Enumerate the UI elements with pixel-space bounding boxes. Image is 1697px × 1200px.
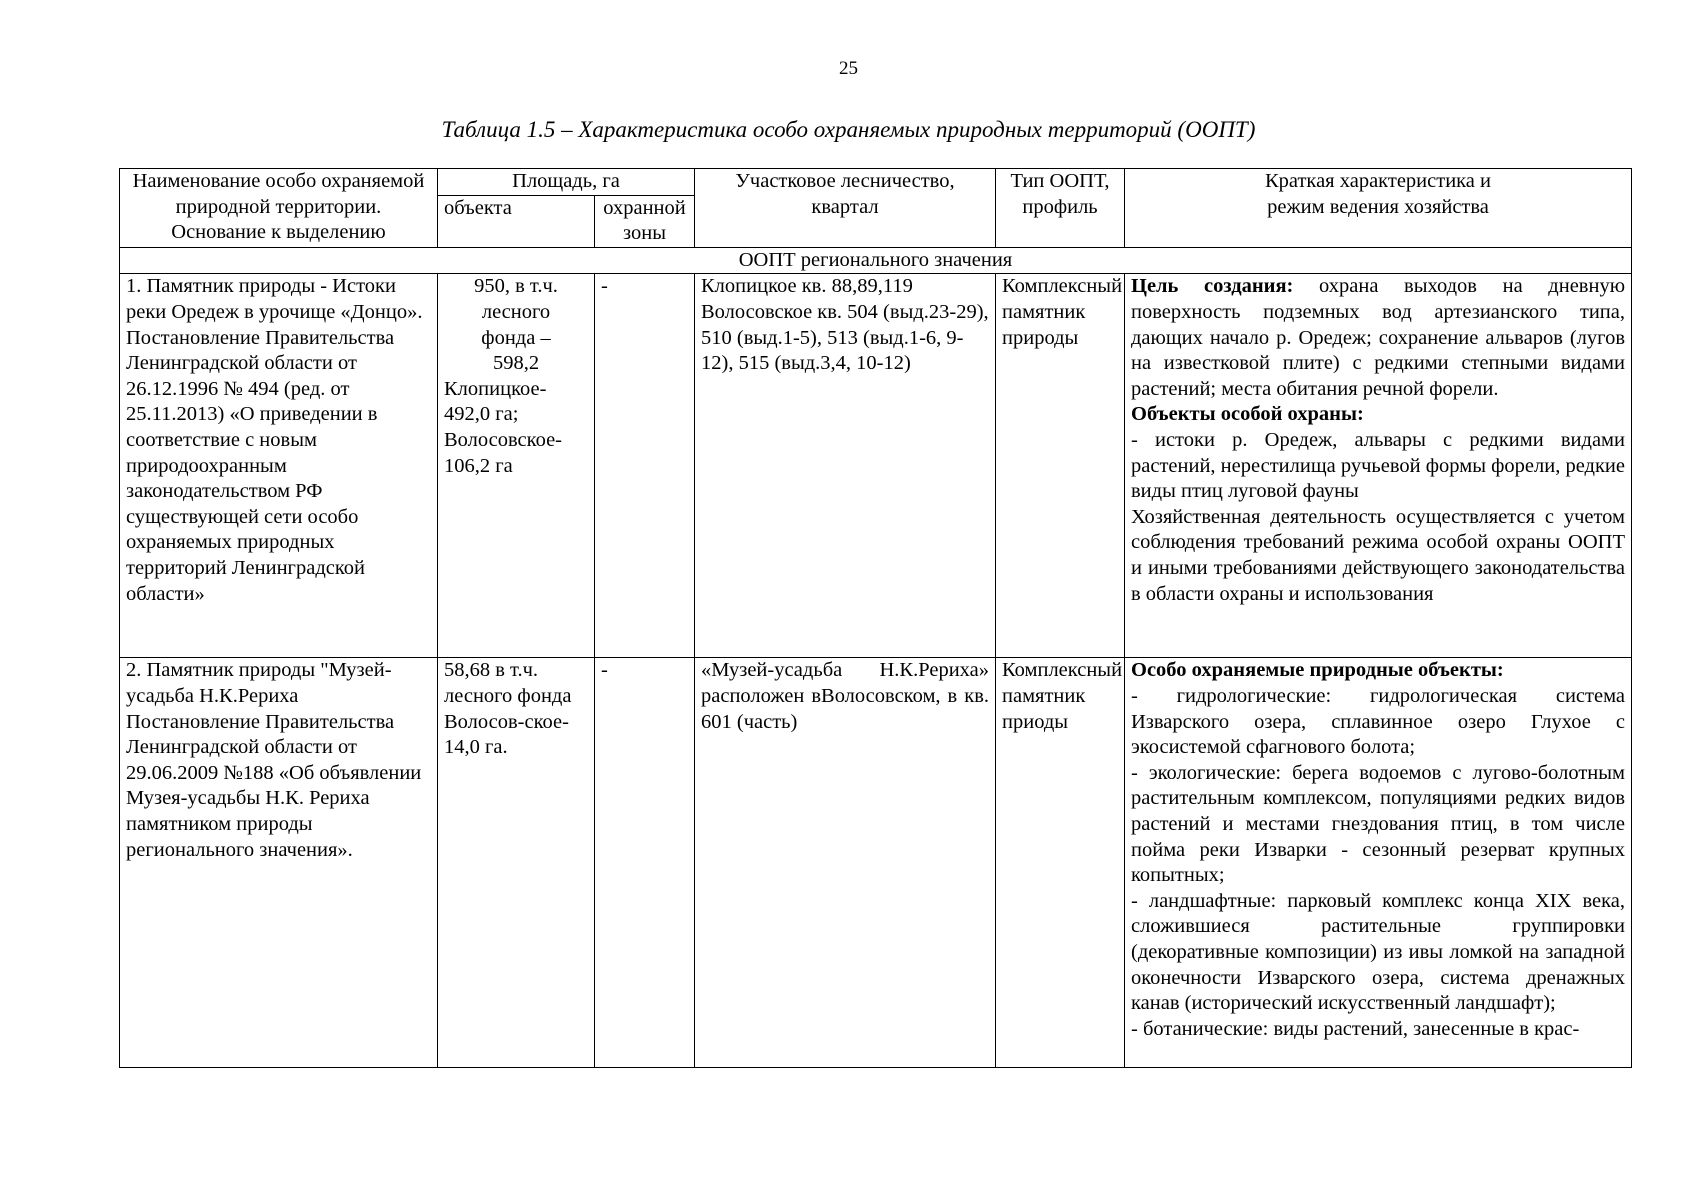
header-row [120,169,1632,196]
row1-goal-label: Цель создания: [1131,275,1294,298]
row1-objects [1131,402,1625,428]
header-area: Площадь, га [438,169,695,196]
row1-area-line: 492,0 га; [444,403,519,426]
row1-area-line: 106,2 га [444,454,513,477]
header-type: Тип ООПТ, профиль [996,169,1125,248]
row1-area [438,274,595,658]
row2-objects [1131,658,1625,684]
section-title: ООПТ регионального значения [120,247,1632,274]
row1-area-line: лесного [481,300,551,323]
row2-area-line: Волосов-ское- [444,710,569,733]
row1-forestry: Клопицкое кв. 88,89,119 Волосовское кв. 504 (выд.23-29), 510 (выд.1-5), 513 (выд.1-6, 9-12), 515 (выд.3,4, 10-12) [695,274,996,658]
header-desc: Краткая характеристика и режим ведения хозяйства [1125,169,1632,248]
row2-item: - экологические: берега водоемов с лугово-болотным растительным комплексом, популяциями редких видов растений и местами гнездования птиц, в том числе пойма реки Изварки - сезонный резерват крупных копытных; [1131,761,1625,887]
row1-area-line: Клопицкое- [444,377,547,400]
row1-regime-text: Хозяйственная деятельность осуществляется с учетом соблюдения требований режима особой охраны ООПТ и иными требованиями действующего законодательства в области охраны и использования [1131,505,1625,605]
header-name: Наименование особо охраняемой природной территории. Основание к выделению [120,169,438,248]
section-row [120,247,1632,274]
row1-area-line: 950, в т.ч. [474,275,558,298]
page-number: 25 [839,58,858,79]
table-caption: Таблица 1.5 – Характеристика особо охраняемых природных территорий (ООПТ) [441,117,1256,142]
row2-item: - гидрологические: гидрологическая система Изварского озера, сплавинное озеро Глухое с экосистемой сфагнового болота; [1131,684,1625,759]
row2-objects-label: Особо охраняемые природные объекты: [1131,659,1504,682]
row2-name: 2. Памятник природы "Музей-усадьба Н.К.Рериха Постановление Правительства Ленинградской области от 29.06.2009 №188 «Об объявлении Музея-усадьбы Н.К. Рериха памятником природы регионального значения». [120,658,438,1068]
row1-area-line: фонда – [481,326,551,349]
table-row [120,274,1632,658]
row2-area-line: лесного фонда [444,684,572,707]
table-row [120,658,1632,1068]
row2-type: Комплексный памятник приоды [996,658,1125,1068]
row2-area-line: 58,68 в т.ч. [444,659,539,682]
row2-item: - ландшафтные: парковый комплекс конца XIX века, сложившиеся растительные группировки (декоративные композиции) из ивы ломкой на западной оконечности Изварского озера, система дренажных канав (исторический искусственный ландшафт); [1131,889,1625,1015]
row1-area-line: Волосовское- [444,428,562,451]
row2-item: - ботанические: виды растений, занесенные в крас- [1131,1017,1580,1040]
row1-objects-text: - истоки р. Оредеж, альвары с редкими видами растений, нерестилища ручьевой формы форели, редкие виды птиц луговой фауны [1131,428,1625,503]
row1-type: Комплексный памятник природы [996,274,1125,658]
row2-desc [1125,658,1632,1068]
row1-desc [1125,274,1632,658]
header-area-object: объекта [438,195,595,247]
row1-goal [1131,274,1625,402]
header-forestry: Участковое лесничество, квартал [695,169,996,248]
row2-forestry: «Музей-усадьба Н.К.Рериха» расположен вВолосовском, в кв. 601 (часть) [695,658,996,1068]
row1-name: 1. Памятник природы - Истоки реки Оредеж в урочище «Донцо». Постановление Правительства Ленинградской области от 26.12.1996 № 494 (ред. от 25.11.2013) «О приведении в соответствие с новым природоохранным законодательством РФ существующей сети особо охраняемых природных территорий Ленинградской области» [120,274,438,658]
header-area-zone: охранной зоны [595,195,695,247]
oopt-table [119,168,1632,1068]
row1-area-line: 598,2 [492,352,540,375]
row2-zone: - [595,658,695,1068]
row1-goal-text: охрана выходов на дневную поверхность подземных вод артезианского типа, дающих начало р. Оредеж; сохранение альваров (лугов на известковой плите) с редкими степными видами растений; места обитания речной форели. [1131,275,1626,400]
row2-area-line: 14,0 га. [444,736,508,759]
row1-zone: - [595,274,695,658]
row2-area [438,658,595,1068]
row1-objects-label: Объекты особой охраны: [1131,403,1364,426]
